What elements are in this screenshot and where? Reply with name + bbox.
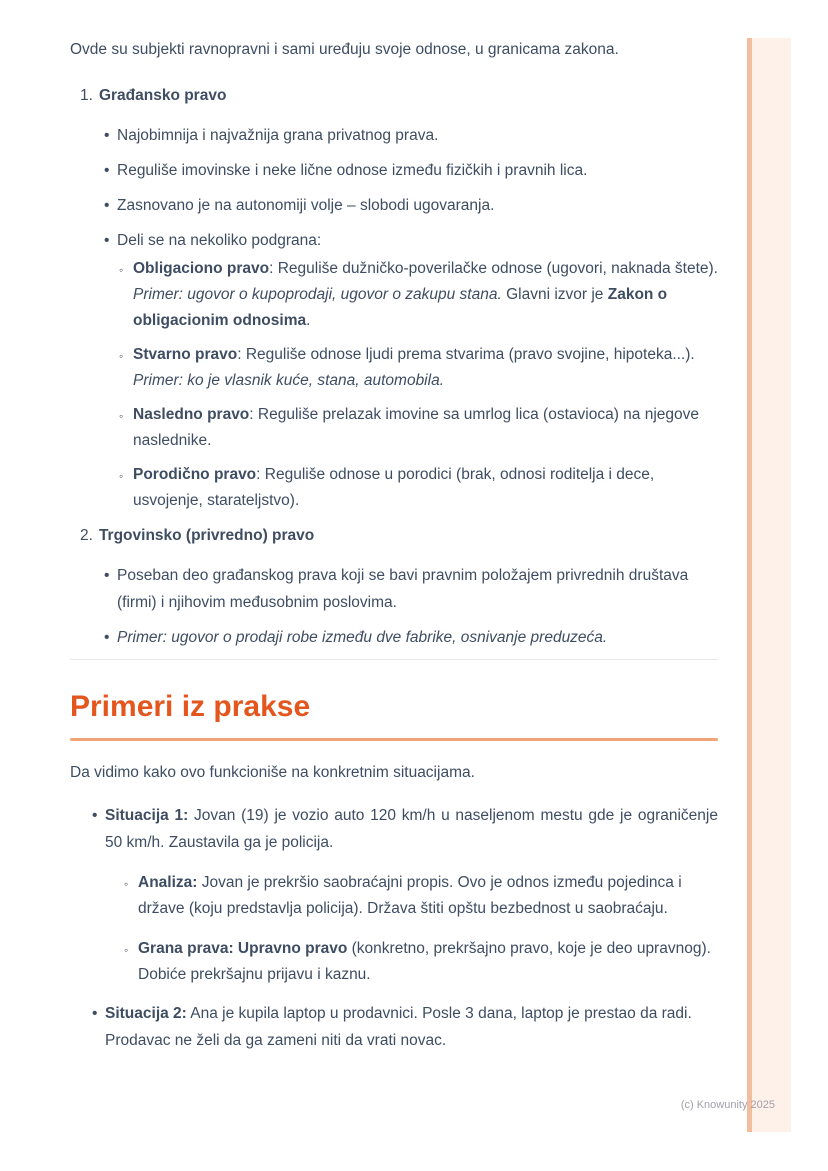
list-item (117, 562, 718, 616)
term-desc: : Reguliše odnose ljudi prema stvarima (pravo svojine, hipoteka...). (237, 346, 695, 363)
trade-law-bullets (80, 562, 718, 651)
list-item-obligaciono (133, 256, 718, 334)
list-item (117, 192, 718, 219)
trade-law-title: Trgovinsko (privredno) pravo (98, 527, 315, 544)
situation-label: Situacija 1: (105, 807, 189, 824)
list-item-porodicno (133, 462, 718, 514)
list-number: 1. (80, 87, 93, 104)
term-desc: : Reguliše prelazak imovine sa umrlog lica (ostavioca) na njegove naslednike. (133, 406, 700, 449)
law-branches-list (70, 82, 718, 651)
list-number: 2. (80, 527, 93, 544)
situations-list (70, 802, 718, 1054)
trade-law-heading (80, 522, 718, 549)
situation-desc: Jovan (19) je vozio auto 120 km/h u naseljenom mestu gde je ograničenje 50 km/h. Zaustavila ga je policija. (105, 807, 718, 851)
analysis-label: Analiza: (138, 874, 198, 891)
page-edge-stripe-fill (752, 38, 791, 1132)
section-divider (70, 659, 718, 660)
bullet-text: Zasnovano je na autonomiji volje – slobodi ugovaranja. (117, 197, 495, 214)
term-desc: Glavni izvor je (501, 286, 608, 303)
examples-heading-underline (70, 738, 718, 741)
situation-1-text (105, 802, 718, 856)
analysis-text: Jovan je prekršio saobraćajni propis. Ovo je odnos između pojedinca i države (koju predstavlja policija). Država štiti opštu bezbednost u saobraćaju. (138, 874, 682, 917)
example-text: Primer: ugovor o prodaji robe između dve fabrike, osnivanje preduzeća. (117, 629, 608, 646)
term-label: Nasledno pravo (133, 406, 250, 423)
law-source: Zakon o obligacionim odnosima (133, 286, 668, 329)
page-content (70, 36, 718, 1066)
civil-law-heading (80, 82, 718, 109)
examples-section-title: Primeri iz prakse (70, 690, 311, 723)
civil-law-bullets (80, 122, 718, 514)
list-item-subbranches (117, 227, 718, 514)
situation-1-sublist (105, 870, 718, 988)
intro-paragraph: Ovde su subjekti ravnopravni i sami uređuju svoje odnose, u granicama zakona. (70, 41, 619, 58)
list-item (117, 624, 718, 651)
term-desc: : Reguliše dužničko-poverilačke odnose (ugovori, naknada štete). (269, 260, 718, 277)
copyright-footer: (c) Knowunity 2025 (680, 1099, 775, 1111)
bullet-text: Deli se na nekoliko podgrana: (117, 232, 322, 249)
term-label: Porodično pravo (133, 466, 257, 483)
bullet-text: Reguliše imovinske i neke lične odnose između fizičkih i pravnih lica. (117, 162, 588, 179)
bullet-text: Poseban deo građanskog prava koji se bavi pravnim položajem privrednih društava (firmi) i njihovim međusobnim poslovima. (117, 567, 689, 611)
list-item-situation-1 (105, 802, 718, 988)
examples-intro-paragraph: Da vidimo kako ovo funkcioniše na konkretnim situacijama. (70, 764, 475, 781)
example-text: Primer: ugovor o kupoprodaji, ugovor o zakupu stana. (133, 286, 502, 303)
list-item-stvarno (133, 342, 718, 394)
term-desc: . (306, 312, 311, 329)
page-edge-stripe-line (747, 38, 752, 1132)
term-label: Stvarno pravo (133, 346, 238, 363)
bullet-text: Najobimnija i najvažnija grana privatnog prava. (117, 127, 439, 144)
situation-label: Situacija 2: (105, 1005, 187, 1022)
law-branch-text: (konkretno, prekršajno pravo, koje je deo upravnog). Dobiće prekršajnu prijavu i kaznu. (138, 940, 711, 983)
list-item-nasledno (133, 402, 718, 454)
civil-law-title: Građansko pravo (98, 87, 227, 104)
list-item (117, 157, 718, 184)
list-item-civil-law (80, 82, 718, 514)
situation-desc: Ana je kupila laptop u prodavnici. Posle 3 dana, laptop je prestao da radi. Prodavac ne želi da ga zameni niti da vrati novac. (105, 1005, 692, 1049)
example-text: Primer: ko je vlasnik kuće, stana, automobila. (133, 372, 444, 389)
civil-law-subbranches (117, 256, 718, 514)
list-item-analysis (138, 870, 718, 922)
term-desc: : Reguliše odnose u porodici (brak, odnosi roditelja i dece, usvojenje, starateljstvo). (133, 466, 655, 509)
list-item-trade-law (80, 522, 718, 651)
term-label: Obligaciono pravo (133, 260, 270, 277)
list-item (117, 122, 718, 149)
list-item-law-branch (138, 936, 718, 988)
list-item-situation-2 (105, 1000, 718, 1054)
law-branch-label: Grana prava: Upravno pravo (138, 940, 348, 957)
